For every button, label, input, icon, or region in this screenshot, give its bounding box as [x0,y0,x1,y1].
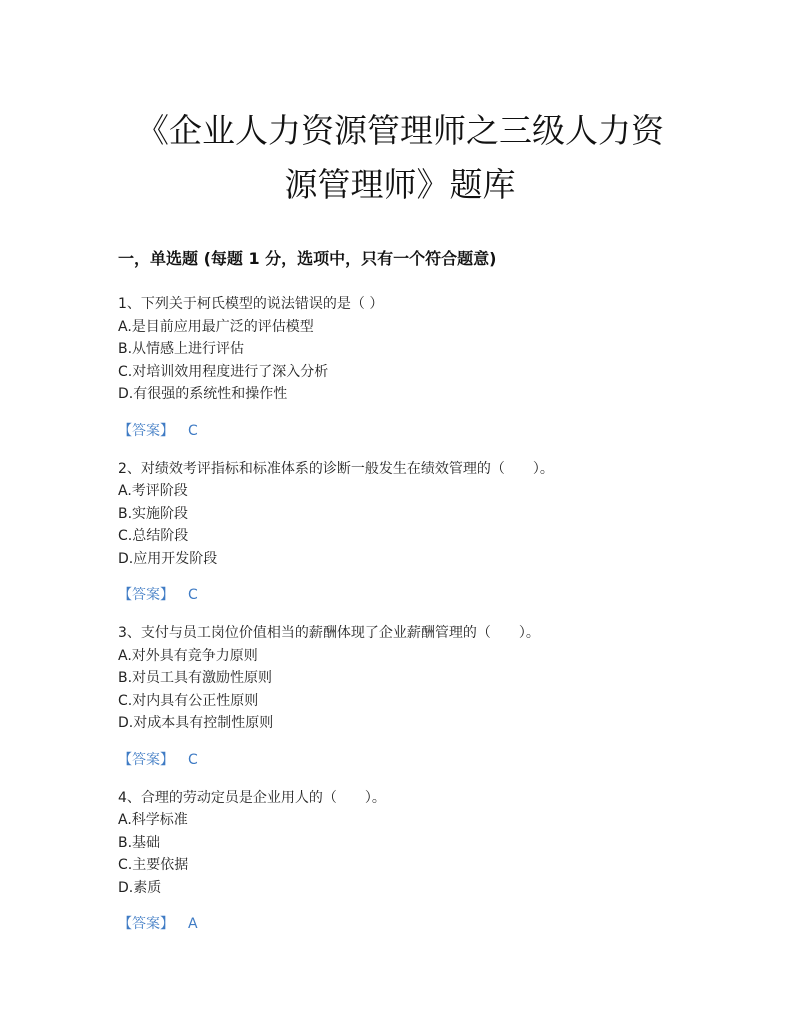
option-b: B.对员工具有激励性原则 [118,670,273,686]
option-a: A.对外具有竞争力原则 [118,647,258,664]
question-4 [118,787,718,936]
title-line-2: 源管理师》题库 [284,165,516,204]
answer-value: C [188,587,198,603]
option-a: A.考评阶段 [118,483,188,499]
answer-line [118,749,718,771]
answer-line [118,913,718,935]
title-line-1: 《企业人力资源管理师之三级人力资 [136,111,664,150]
option-d: D.有很强的系统性和操作性 [118,386,288,402]
answer-label: 【答案】 [118,587,174,603]
option-d: D.素质 [118,879,162,896]
question-stem: 1、下列关于柯氏模型的说法错误的是（ ） [118,296,384,312]
option-c: C.对内具有公正性原则 [118,692,259,709]
answer-label: 【答案】 [118,422,174,439]
question-stem: 2、对绩效考评指标和标准体系的诊断一般发生在绩效管理的（ ）。 [118,460,554,477]
option-c: C.主要依据 [118,857,189,873]
option-a: A.是目前应用最广泛的评估模型 [118,318,314,335]
section-heading: 一，单选题 (每题 1 分，选项中，只有一个符合题意) [118,249,497,268]
option-b: B.从情感上进行评估 [118,341,245,357]
answer-value: C [188,422,198,439]
answer-line [118,584,718,606]
document-title [0,104,800,212]
question-stem: 4、合理的劳动定员是企业用人的（ ）。 [118,789,386,806]
answer-label: 【答案】 [118,751,174,768]
option-b: B.实施阶段 [118,505,189,522]
question-1 [118,293,718,442]
option-a: A.科学标准 [118,812,188,828]
option-d: D.对成本具有控制性原则 [118,715,274,731]
answer-line [118,420,718,442]
answer-label: 【答案】 [118,916,174,932]
answer-value: A [188,916,198,932]
option-c: C.总结阶段 [118,528,189,544]
answer-value: C [188,751,198,768]
question-3 [118,622,718,771]
question-2 [118,458,718,607]
option-b: B.基础 [118,834,161,851]
option-c: C.对培训效用程度进行了深入分析 [118,363,329,380]
question-stem: 3、支付与员工岗位价值相当的薪酬体现了企业薪酬管理的（ ）。 [118,625,540,641]
question-list [118,293,718,951]
option-d: D.应用开发阶段 [118,550,218,567]
